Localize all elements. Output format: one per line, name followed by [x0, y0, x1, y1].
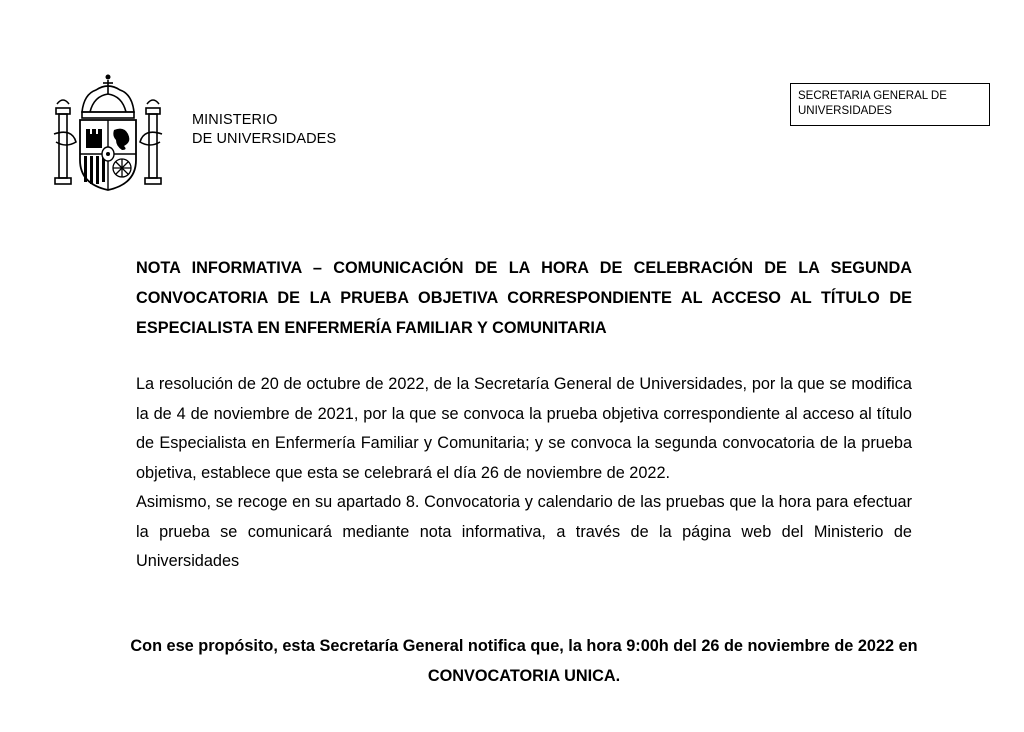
- department-box: [790, 83, 990, 126]
- ministry-line-1: MINISTERIO: [192, 112, 278, 128]
- department-line-2: UNIVERSIDADES: [798, 105, 892, 117]
- document-title: NOTA INFORMATIVA – COMUNICACIÓN DE LA HORA DE CELEBRACIÓN DE LA SEGUNDA CONVOCATORIA DE LA PRUEBA OBJETIVA CORRESPONDIENTE AL ACCESO AL TÍTULO DE ESPECIALISTA EN ENFERMERÍA FAMILIAR Y COMUNITARIA: [136, 259, 912, 337]
- department-line-1: SECRETARIA GENERAL DE: [798, 90, 947, 102]
- ministry-name: [192, 111, 336, 149]
- coat-of-arms-emblem: [52, 72, 164, 194]
- body-paragraph: Asimismo, se recoge en su apartado 8. Convocatoria y calendario de las pruebas que la hora para efectuar la prueba se comunicará mediante nota informativa, a través de la página web del Ministerio de Universidades: [136, 493, 912, 570]
- ministry-line-2: DE UNIVERSIDADES: [192, 131, 337, 147]
- closing-notice: Con ese propósito, esta Secretaría General notifica que, la hora 9:00h del 26 de noviembre de 2022 en CONVOCATORIA UNICA.: [130, 637, 918, 685]
- document-body: [136, 370, 912, 577]
- body-paragraph: La resolución de 20 de octubre de 2022, de la Secretaría General de Universidades, por la que se modifica la de 4 de noviembre de 2021, por la que se convoca la prueba objetiva correspondiente al acceso al título de Especialista en Enfermería Familiar y Comunitaria; y se convoca la segunda convocatoria de la prueba objetiva, establece que esta se celebrará el día 26 de noviembre de 2022.: [136, 375, 912, 482]
